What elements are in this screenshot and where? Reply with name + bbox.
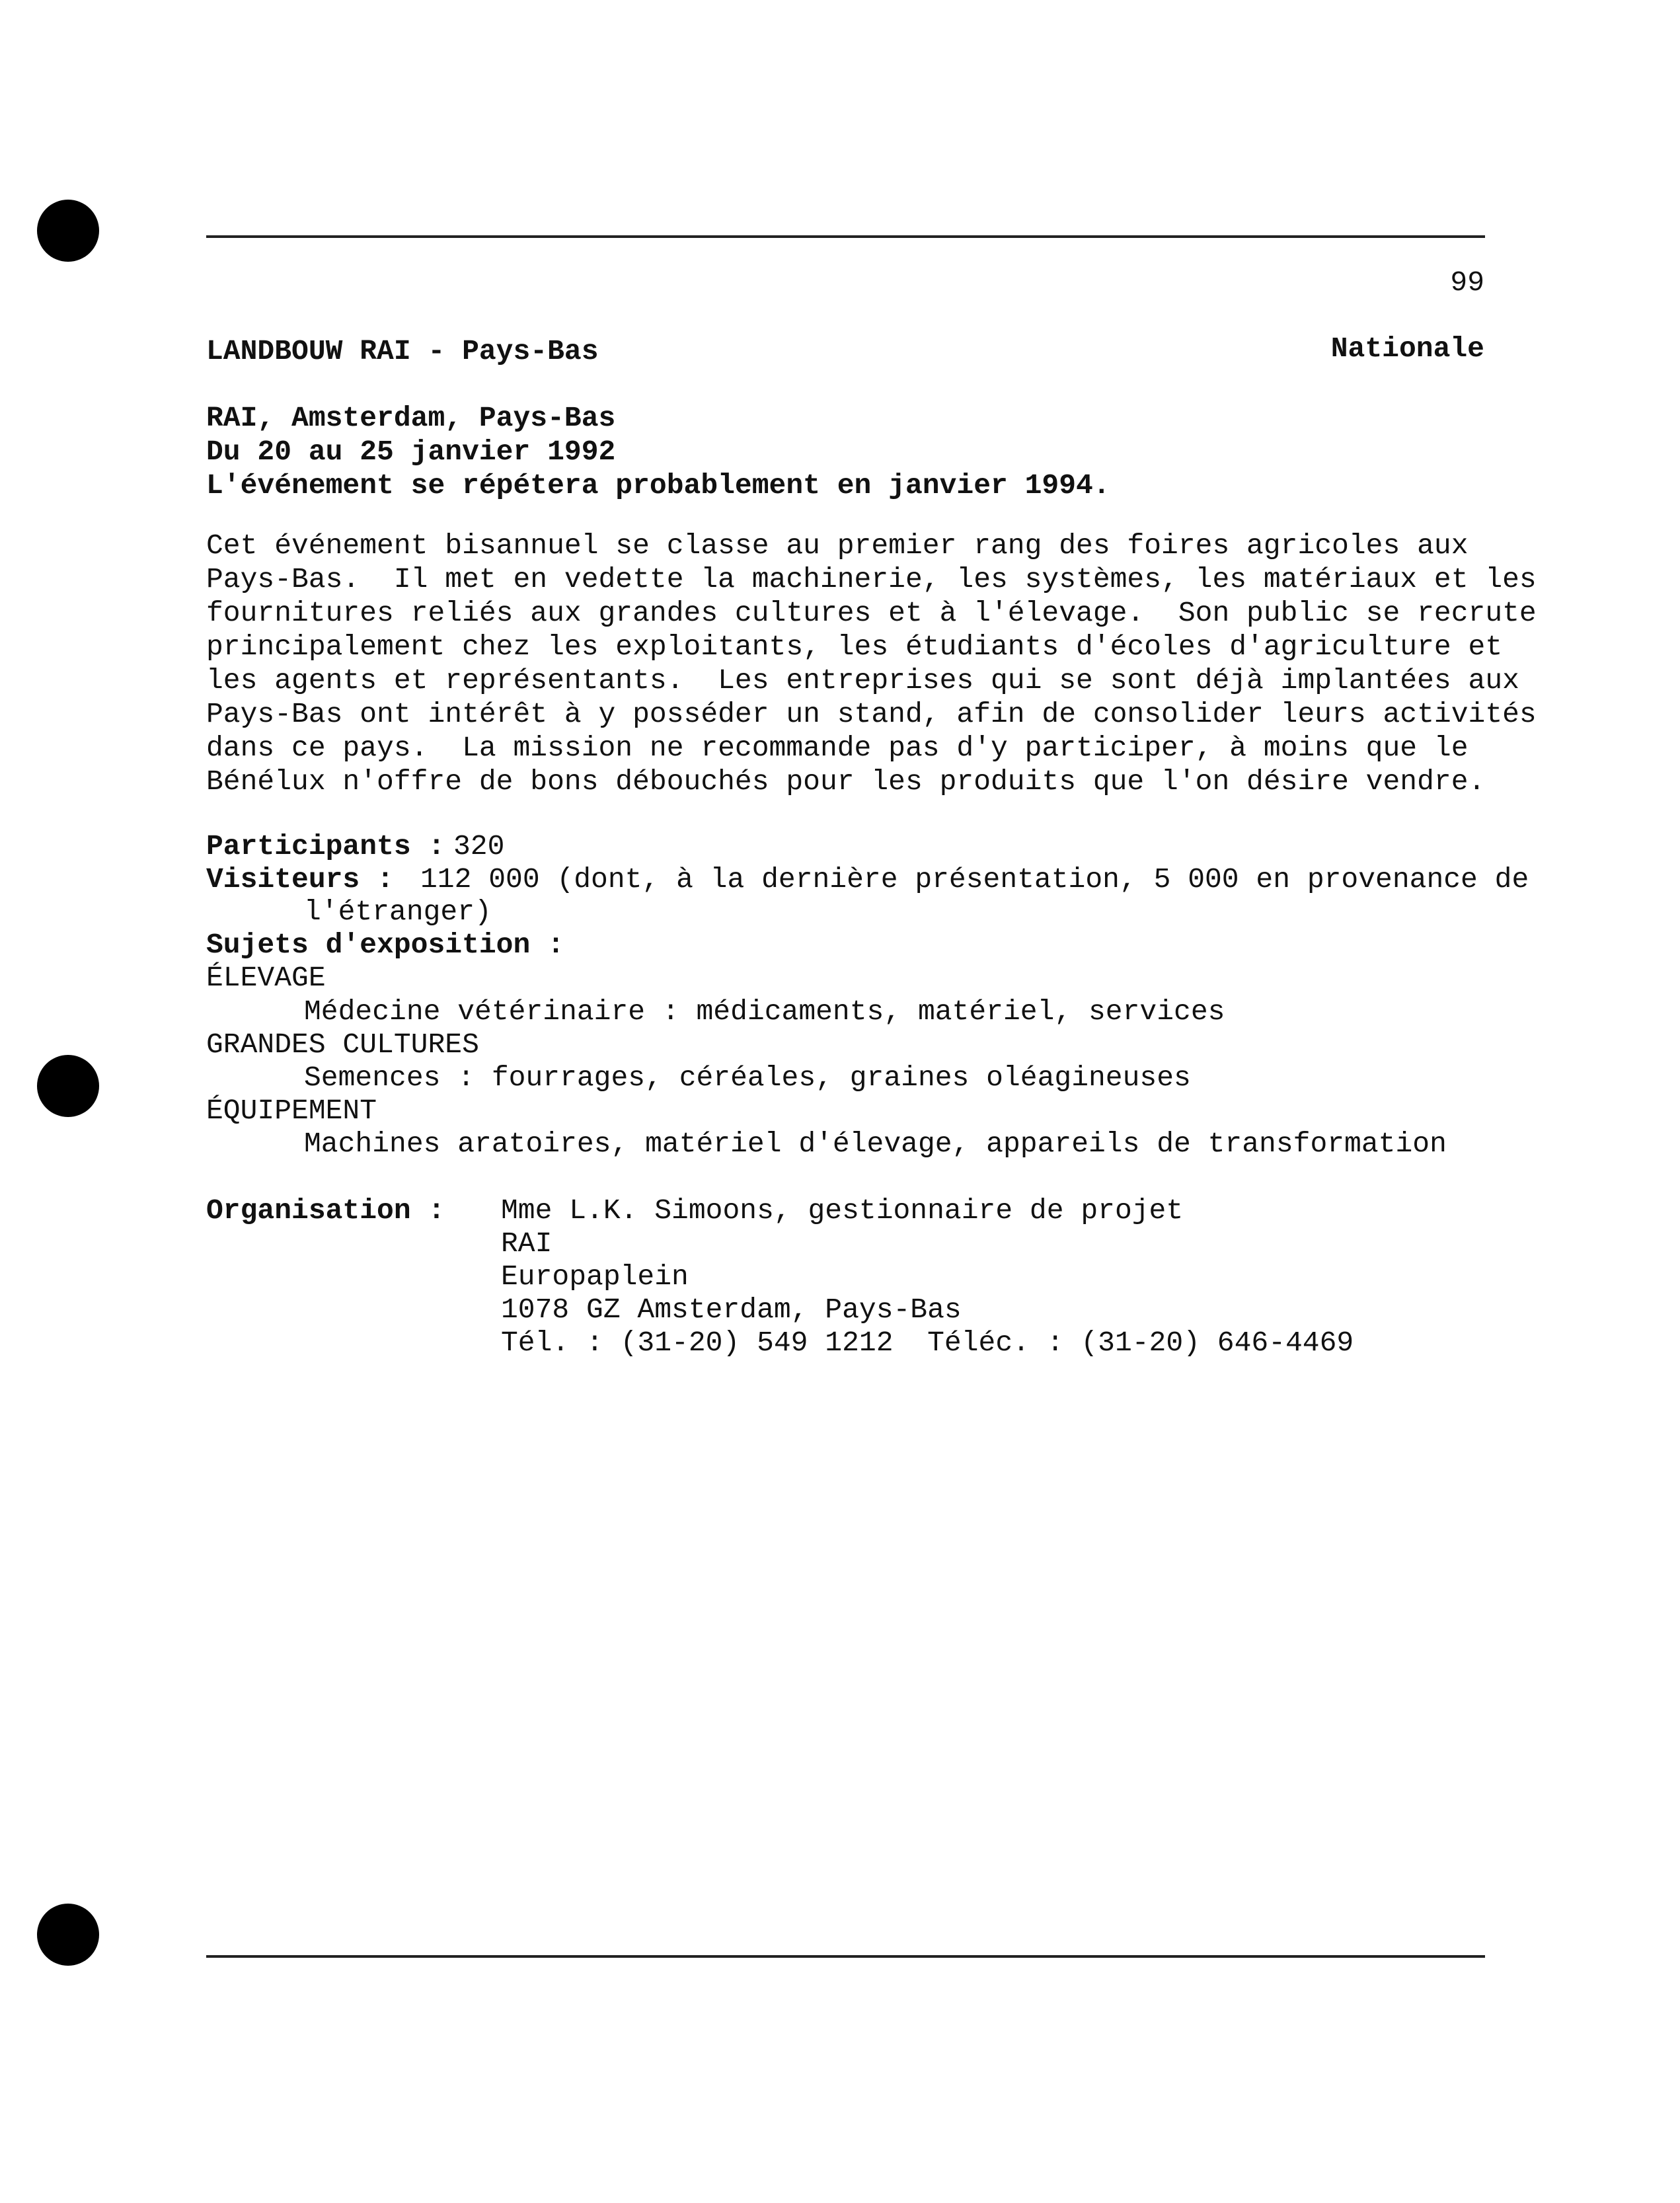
description-line: Cet événement bisannuel se classe au premier rang des foires agricoles aux xyxy=(206,529,1469,562)
organisation-city: 1078 GZ Amsterdam, Pays-Bas xyxy=(501,1294,962,1326)
organisation-label: Organisation : xyxy=(206,1194,445,1227)
subjects-label: Sujets d'exposition : xyxy=(206,929,564,961)
participants-label: Participants : xyxy=(206,830,445,863)
binder-hole-middle xyxy=(37,1055,99,1117)
visitors-label: Visiteurs : xyxy=(206,863,394,896)
organisation-street: Europaplein xyxy=(501,1260,689,1293)
subject-category: ÉLEVAGE xyxy=(206,962,326,994)
subject-category: GRANDES CULTURES xyxy=(206,1028,479,1061)
visitors-value-continued: l'étranger) xyxy=(304,896,492,928)
binder-hole-bottom xyxy=(37,1904,99,1966)
organisation-contact: Mme L.K. Simoons, gestionnaire de projet xyxy=(501,1194,1184,1227)
page-number: 99 xyxy=(1450,266,1484,299)
organisation-phone-fax: Tél. : (31-20) 549 1212 Téléc. : (31-20) 646-4469 xyxy=(501,1327,1354,1359)
description-paragraph xyxy=(206,529,1537,798)
event-next-edition: L'événement se répétera probablement en janvier 1994. xyxy=(206,469,1110,502)
event-location: RAI, Amsterdam, Pays-Bas xyxy=(206,402,616,434)
event-dates: Du 20 au 25 janvier 1992 xyxy=(206,436,616,468)
subject-detail: Médecine vétérinaire : médicaments, matériel, services xyxy=(304,995,1225,1028)
top-rule xyxy=(206,235,1485,238)
subject-category: ÉQUIPEMENT xyxy=(206,1095,377,1127)
description-line: les agents et représentants. Les entreprises qui se sont déjà implantées aux xyxy=(206,664,1519,697)
description-line: Pays-Bas ont intérêt à y posséder un stand, afin de consolider leurs activités xyxy=(206,698,1537,730)
subject-detail: Semences : fourrages, céréales, graines oléagineuses xyxy=(304,1062,1191,1094)
event-title: LANDBOUW RAI - Pays-Bas xyxy=(206,335,599,367)
description-line: Bénélux n'offre de bons débouchés pour les produits que l'on désire vendre. xyxy=(206,765,1486,798)
description-line: principalement chez les exploitants, les étudiants d'écoles d'agriculture et xyxy=(206,631,1503,663)
subject-detail: Machines aratoires, matériel d'élevage, appareils de transformation xyxy=(304,1128,1447,1160)
organisation-name: RAI xyxy=(501,1227,553,1260)
description-line: fournitures reliés aux grandes cultures et à l'élevage. Son public se recrute xyxy=(206,597,1537,629)
participants-value: 320 xyxy=(453,830,505,863)
event-type: Nationale xyxy=(1330,332,1484,365)
visitors-value: 112 000 (dont, à la dernière présentation, 5 000 en provenance de xyxy=(420,863,1529,896)
description-line: dans ce pays. La mission ne recommande pas d'y participer, à moins que le xyxy=(206,732,1469,764)
binder-hole-top xyxy=(37,200,99,262)
description-line: Pays-Bas. Il met en vedette la machinerie, les systèmes, les matériaux et les xyxy=(206,563,1537,596)
bottom-rule xyxy=(206,1955,1485,1958)
